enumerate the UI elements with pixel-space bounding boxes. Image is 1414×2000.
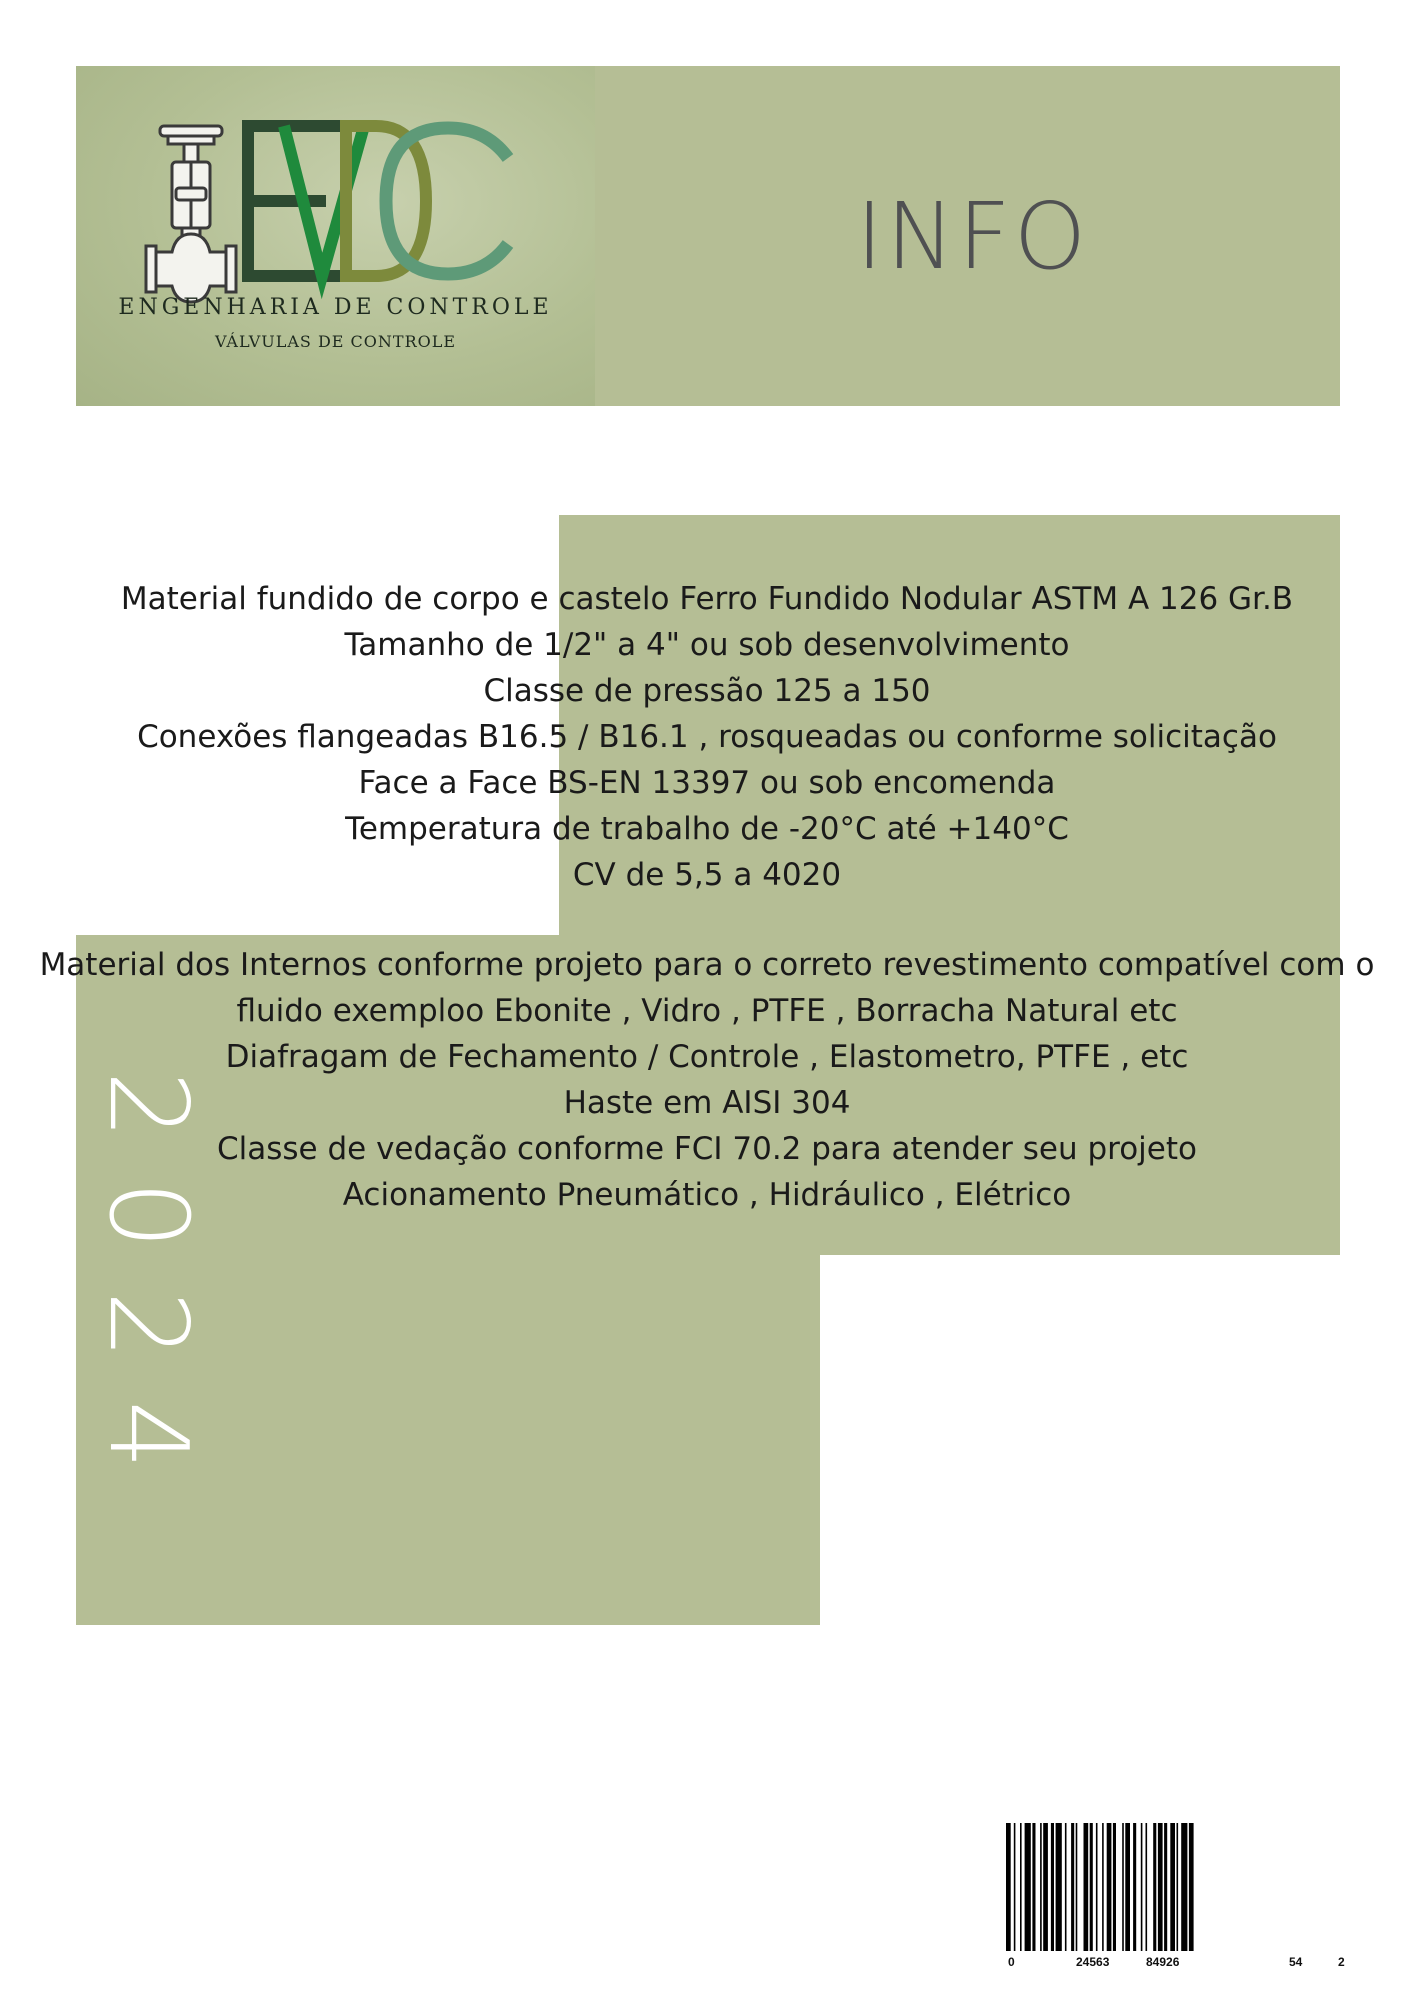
spec-line: Diafragam de Fechamento / Controle , Elastometro, PTFE , etc [225,1039,1189,1075]
barcode-bar [1133,1823,1136,1951]
barcode-bar [1141,1823,1143,1951]
barcode-bar [1177,1823,1179,1951]
barcode-bar [1153,1823,1156,1951]
barcode-bar [1164,1823,1167,1951]
barcode-bar [1076,1823,1078,1951]
barcode-digit: 54 [1289,1955,1303,1969]
barcode-digit: 84926 [1146,1955,1180,1969]
barcode-bar [1025,1823,1031,1951]
barcode-bar [1084,1823,1089,1951]
control-valve-icon [146,126,236,302]
barcode-bar [1040,1823,1042,1951]
spec-line: Conexões flangeadas B16.5 / B16.1 , rosqueadas ou conforme solicitação [137,719,1277,755]
spec-line: Material dos Internos conforme projeto para o correto revestimento compatível com o [39,947,1375,983]
barcode-bar [1056,1823,1062,1951]
barcode-bar [1014,1823,1016,1951]
barcode-bar [1043,1823,1048,1951]
logo-panel [76,66,595,406]
barcode-bar [1146,1823,1148,1951]
barcode-bar [1113,1823,1116,1951]
logo-sub-line: VÁLVULAS DE CONTROLE [214,332,457,351]
barcode-bar [1090,1823,1093,1951]
company-logo [76,66,595,406]
spec-line: CV de 5,5 a 4020 [572,857,842,893]
year-digit: 2 [85,1290,210,1360]
monogram-c [386,128,508,274]
spec-line: Classe de pressão 125 a 150 [483,673,931,709]
barcode-bar [1122,1823,1124,1951]
title-panel [595,66,1340,406]
year-digit: 4 [85,1400,210,1470]
barcode-bar [1189,1823,1194,1951]
barcode-bar [1032,1823,1035,1951]
barcode-digit: 24563 [1076,1955,1110,1969]
spec-line: Acionamento Pneumático , Hidráulico , Elétrico [342,1177,1072,1213]
barcode-bar [1102,1823,1104,1951]
barcode-digits [1004,1955,1364,1973]
barcode-bar [1096,1823,1098,1951]
barcode-digit: 2 [1338,1955,1345,1969]
spec-line: Tamanho de 1/2" a 4" ou sob desenvolvimento [344,627,1070,663]
barcode-bar [1051,1823,1054,1951]
barcode-bar [1071,1823,1074,1951]
spec-line: Haste em AISI 304 [563,1085,851,1121]
year-digit: 2 [85,1070,210,1140]
spec-line: Classe de vedação conforme FCI 70.2 para atender seu projeto [217,1131,1197,1167]
barcode-bar [1170,1823,1175,1951]
logo-brand-line: ENGENHARIA DE CONTROLE [118,295,553,320]
barcode-bar [1125,1823,1130,1951]
barcode-bar [1158,1823,1163,1951]
spec-line: Face a Face BS-EN 13397 ou sob encomenda [358,765,1056,801]
year-digit: 0 [85,1180,210,1250]
barcode [1004,1823,1364,1963]
barcode-digit: 0 [1008,1955,1015,1969]
barcode-bar [1181,1823,1187,1951]
spec-line: fluido exemploo Ebonite , Vidro , PTFE , Borracha Natural etc [236,993,1178,1029]
spec-line: Temperatura de trabalho de -20°C até +140°C [345,811,1069,847]
barcode-bar [1020,1823,1022,1951]
barcode-bar [1006,1823,1011,1951]
barcode-bar [1065,1823,1067,1951]
spec-gap [0,898,1414,942]
page-title: INFO [855,182,1090,290]
spec-line: Material fundido de corpo e castelo Ferro Fundido Nodular ASTM A 126 Gr.B [120,581,1294,617]
barcode-bar [1107,1823,1112,1951]
specifications-text [0,576,1414,1218]
